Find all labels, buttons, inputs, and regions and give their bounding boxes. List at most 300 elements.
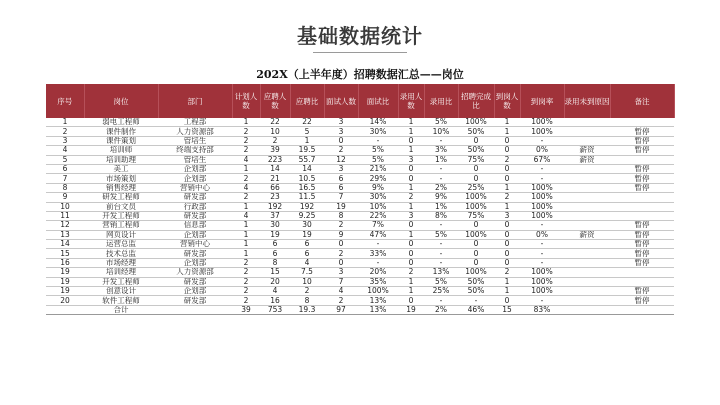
table-cell: 13: [46, 230, 84, 239]
table-cell: [564, 136, 610, 145]
table-cell: 0: [458, 136, 494, 145]
table-cell: 创意设计: [84, 287, 158, 296]
table-cell: 暂停: [610, 136, 674, 145]
table-cell: 8%: [424, 211, 458, 220]
table-cell: 100%: [358, 287, 398, 296]
table-cell: 8: [290, 296, 324, 305]
title-divider: [313, 52, 407, 53]
table-cell: 研发部: [158, 211, 232, 220]
table-cell: 1: [398, 118, 424, 127]
table-cell: 1: [232, 240, 260, 249]
table-cell: -: [424, 164, 458, 173]
table-cell: 1: [494, 127, 520, 136]
table-cell: 销售经理: [84, 183, 158, 192]
table-cell: 5%: [424, 230, 458, 239]
table-cell: 192: [290, 202, 324, 211]
table-cell: -: [424, 249, 458, 258]
table-cell: 75%: [458, 211, 494, 220]
table-cell: 0: [494, 164, 520, 173]
table-cell: 10: [260, 127, 290, 136]
table-cell: 1: [494, 287, 520, 296]
table-cell: 2: [232, 174, 260, 183]
table-cell: 1: [494, 118, 520, 127]
table-cell: -: [424, 240, 458, 249]
table-cell: 暂停: [610, 146, 674, 155]
table-cell: 暂停: [610, 287, 674, 296]
table-cell: 22: [260, 118, 290, 127]
table-cell: 19: [46, 277, 84, 286]
table-cell: [564, 118, 610, 127]
table-cell: 9: [46, 193, 84, 202]
table-cell: 暂停: [610, 183, 674, 192]
table-cell: 开发工程师: [84, 211, 158, 220]
table-row: [46, 174, 674, 183]
table-cell: 67%: [520, 155, 564, 164]
table-cell: 培训助理: [84, 155, 158, 164]
table-cell: 课件制作: [84, 127, 158, 136]
table-cell: 课件策划: [84, 136, 158, 145]
table-cell: 企划部: [158, 258, 232, 267]
table-row: [46, 202, 674, 211]
table-row: [46, 136, 674, 145]
table-cell: 2: [232, 296, 260, 305]
table-cell: -: [520, 258, 564, 267]
table-cell: 3: [324, 118, 358, 127]
table-cell: 30: [290, 221, 324, 230]
table-cell: 1: [398, 230, 424, 239]
table-cell: 2: [494, 268, 520, 277]
table-cell: 企划部: [158, 174, 232, 183]
table-cell: 终端支持部: [158, 146, 232, 155]
table-cell: 20%: [358, 268, 398, 277]
table-cell: 30%: [358, 193, 398, 202]
table-cell: 信息部: [158, 221, 232, 230]
table-cell: 6: [290, 249, 324, 258]
table-cell: 4: [46, 146, 84, 155]
table-cell: [610, 155, 674, 164]
table-cell: 20: [46, 296, 84, 305]
table-cell: 2: [232, 193, 260, 202]
table-cell: 0: [398, 258, 424, 267]
table-cell: 100%: [520, 118, 564, 127]
column-header: 部门: [158, 84, 232, 118]
table-cell: 1%: [424, 155, 458, 164]
table-cell: 25%: [458, 183, 494, 192]
table-cell: 1: [232, 164, 260, 173]
table-cell: -: [358, 258, 398, 267]
table-cell: 1: [494, 202, 520, 211]
column-header: 面试比: [358, 84, 398, 118]
table-cell: 前台文员: [84, 202, 158, 211]
table-cell: 2: [232, 258, 260, 267]
table-cell: 6: [260, 249, 290, 258]
table-cell: [610, 211, 674, 220]
table-cell: [610, 118, 674, 127]
table-cell: 研发工程师: [84, 193, 158, 202]
total-cell: 合计: [84, 305, 158, 314]
table-cell: 33%: [358, 249, 398, 258]
total-cell: 97: [324, 305, 358, 314]
table-cell: 4: [290, 258, 324, 267]
table-row: [46, 118, 674, 127]
total-cell: 753: [260, 305, 290, 314]
table-cell: [564, 164, 610, 173]
table-cell: [564, 127, 610, 136]
table-cell: 1: [232, 221, 260, 230]
table-cell: 19: [46, 287, 84, 296]
table-cell: 网页设计: [84, 230, 158, 239]
table-cell: 1: [494, 183, 520, 192]
table-cell: 培训经理: [84, 268, 158, 277]
table-cell: 100%: [520, 277, 564, 286]
table-cell: 暂停: [610, 127, 674, 136]
table-cell: 暂停: [610, 240, 674, 249]
table-cell: 0: [398, 221, 424, 230]
table-cell: 管培生: [158, 136, 232, 145]
table-cell: 7: [324, 193, 358, 202]
table-cell: [610, 277, 674, 286]
table-cell: 100%: [520, 193, 564, 202]
table-cell: 223: [260, 155, 290, 164]
table-cell: 2: [494, 155, 520, 164]
table-cell: 47%: [358, 230, 398, 239]
table-cell: 暂停: [610, 221, 674, 230]
table-cell: -: [520, 174, 564, 183]
column-header: 应聘人数: [260, 84, 290, 118]
total-cell: 15: [494, 305, 520, 314]
column-header: 招聘完成比: [458, 84, 494, 118]
table-cell: 8: [260, 258, 290, 267]
table-cell: 1: [398, 277, 424, 286]
table-cell: 3: [46, 136, 84, 145]
table-cell: 15: [260, 268, 290, 277]
table-cell: 2: [232, 268, 260, 277]
table-cell: 10: [46, 202, 84, 211]
table-cell: 研发部: [158, 249, 232, 258]
table-cell: 0: [494, 296, 520, 305]
table-cell: 21: [260, 174, 290, 183]
table-cell: 14: [46, 240, 84, 249]
column-header: 应聘比: [290, 84, 324, 118]
table-cell: -: [424, 174, 458, 183]
table-cell: 2: [46, 127, 84, 136]
table-cell: 37: [260, 211, 290, 220]
table-cell: 0: [324, 258, 358, 267]
table-cell: 5: [46, 155, 84, 164]
table-cell: 企划部: [158, 287, 232, 296]
table-cell: 2: [232, 146, 260, 155]
table-cell: 66: [260, 183, 290, 192]
total-cell: [46, 305, 84, 314]
table-cell: 9%: [424, 193, 458, 202]
table-cell: 0: [458, 240, 494, 249]
table-cell: 1: [232, 230, 260, 239]
table-cell: 0: [458, 221, 494, 230]
table-cell: 运营总监: [84, 240, 158, 249]
table-cell: 192: [260, 202, 290, 211]
table-cell: -: [520, 164, 564, 173]
table-row: [46, 155, 674, 164]
table-cell: [564, 287, 610, 296]
table-cell: 9.25: [290, 211, 324, 220]
table-cell: 2: [232, 277, 260, 286]
total-cell: 19.3: [290, 305, 324, 314]
table-cell: -: [424, 296, 458, 305]
table-cell: -: [520, 296, 564, 305]
table-cell: [610, 202, 674, 211]
table-cell: 人力资源部: [158, 127, 232, 136]
column-header: 到岗率: [520, 84, 564, 118]
table-cell: 企划部: [158, 164, 232, 173]
table-cell: 0: [398, 296, 424, 305]
table-cell: 人力资源部: [158, 268, 232, 277]
table-cell: 23: [260, 193, 290, 202]
table-cell: 11.5: [290, 193, 324, 202]
table-header-row: [46, 84, 674, 118]
table-cell: 0: [324, 240, 358, 249]
table-cell: 1: [232, 202, 260, 211]
table-cell: 2: [324, 146, 358, 155]
table-cell: 0: [494, 230, 520, 239]
table-cell: [564, 183, 610, 192]
table-cell: 0: [324, 136, 358, 145]
table-cell: [564, 277, 610, 286]
table-row: [46, 164, 674, 173]
table-cell: 薪资: [564, 155, 610, 164]
table-cell: 100%: [458, 268, 494, 277]
table-cell: 研发部: [158, 296, 232, 305]
table-cell: [564, 174, 610, 183]
table-cell: 0: [494, 240, 520, 249]
table-cell: 10.5: [290, 174, 324, 183]
recruitment-table: [46, 84, 675, 315]
table-cell: 1: [232, 249, 260, 258]
table-cell: [564, 193, 610, 202]
table-cell: 9%: [358, 183, 398, 192]
column-header: 备注: [610, 84, 674, 118]
table-row: [46, 230, 674, 239]
table-cell: 2: [324, 221, 358, 230]
table-cell: 8: [46, 183, 84, 192]
table-row: [46, 240, 674, 249]
table-cell: 100%: [520, 127, 564, 136]
table-cell: 8: [324, 211, 358, 220]
table-cell: 2: [232, 127, 260, 136]
table-cell: [610, 268, 674, 277]
table-cell: 3: [324, 127, 358, 136]
table-cell: 工程部: [158, 118, 232, 127]
table-row: [46, 211, 674, 220]
table-row: [46, 146, 674, 155]
table-row: [46, 221, 674, 230]
total-cell: 46%: [458, 305, 494, 314]
column-header: 计划人数: [232, 84, 260, 118]
table-cell: [564, 268, 610, 277]
table-cell: 7.5: [290, 268, 324, 277]
table-cell: [610, 193, 674, 202]
table-cell: 55.7: [290, 155, 324, 164]
table-row: [46, 249, 674, 258]
table-row: [46, 183, 674, 192]
total-cell: 19: [398, 305, 424, 314]
table-cell: 研发部: [158, 193, 232, 202]
column-header: 序号: [46, 84, 84, 118]
table-cell: 0: [494, 258, 520, 267]
table-cell: 29%: [358, 174, 398, 183]
table-cell: 0: [494, 136, 520, 145]
table-cell: 12: [324, 155, 358, 164]
table-cell: 14: [290, 164, 324, 173]
table-cell: 100%: [520, 211, 564, 220]
table-cell: 1: [398, 127, 424, 136]
table-cell: -: [424, 221, 458, 230]
table-cell: 20: [260, 277, 290, 286]
table-cell: 75%: [458, 155, 494, 164]
table-cell: 营销中心: [158, 240, 232, 249]
total-cell: [610, 305, 674, 314]
table-cell: 2: [398, 193, 424, 202]
table-cell: 16.5: [290, 183, 324, 192]
table-cell: [564, 249, 610, 258]
column-header: 到岗人数: [494, 84, 520, 118]
table-cell: 0: [398, 249, 424, 258]
total-cell: 13%: [358, 305, 398, 314]
table-cell: -: [520, 240, 564, 249]
table-cell: 13%: [358, 296, 398, 305]
table-row: [46, 277, 674, 286]
table-cell: 50%: [458, 277, 494, 286]
table-cell: 5%: [358, 155, 398, 164]
table-cell: 19: [260, 230, 290, 239]
total-cell: [158, 305, 232, 314]
table-row: [46, 287, 674, 296]
column-header: 录用人数: [398, 84, 424, 118]
table-cell: [564, 258, 610, 267]
table-cell: 0: [458, 249, 494, 258]
table-cell: 市场策划: [84, 174, 158, 183]
table-cell: 薪资: [564, 230, 610, 239]
table-cell: 营销工程师: [84, 221, 158, 230]
table-cell: 16: [260, 296, 290, 305]
table-cell: [564, 211, 610, 220]
table-cell: 0: [494, 146, 520, 155]
table-cell: 11: [46, 211, 84, 220]
table-cell: 3: [398, 155, 424, 164]
table-cell: 1: [232, 118, 260, 127]
table-cell: -: [520, 136, 564, 145]
table-cell: 3: [324, 164, 358, 173]
table-cell: 行政部: [158, 202, 232, 211]
table-cell: 100%: [520, 183, 564, 192]
column-header: 面试人数: [324, 84, 358, 118]
table-cell: 10%: [358, 202, 398, 211]
table-cell: 0: [398, 174, 424, 183]
table-cell: 软件工程师: [84, 296, 158, 305]
table-cell: 10: [290, 277, 324, 286]
table-cell: 6: [324, 183, 358, 192]
table-cell: 14%: [358, 118, 398, 127]
table-cell: 4: [232, 155, 260, 164]
table-cell: 3: [494, 211, 520, 220]
table-cell: 5: [290, 127, 324, 136]
table-cell: 1: [398, 146, 424, 155]
table-cell: 100%: [458, 230, 494, 239]
table-cell: -: [520, 221, 564, 230]
table-cell: 5%: [424, 118, 458, 127]
table-cell: 22: [290, 118, 324, 127]
table-cell: -: [458, 296, 494, 305]
table-cell: 50%: [458, 146, 494, 155]
table-cell: [564, 221, 610, 230]
table-cell: 7%: [358, 221, 398, 230]
table-cell: 13%: [424, 268, 458, 277]
table-cell: 0: [398, 164, 424, 173]
table-cell: 25%: [424, 287, 458, 296]
table-cell: 0: [458, 258, 494, 267]
table-cell: 企划部: [158, 230, 232, 239]
table-cell: 4: [232, 211, 260, 220]
table-cell: 0: [458, 164, 494, 173]
table-cell: 2: [324, 296, 358, 305]
table-title: 202X（上半年度）招聘数据汇总——岗位: [256, 68, 464, 81]
table-cell: 22%: [358, 211, 398, 220]
table-cell: 0: [458, 174, 494, 183]
table-cell: -: [358, 240, 398, 249]
table-cell: -: [520, 249, 564, 258]
table-cell: 营销中心: [158, 183, 232, 192]
table-cell: 研发部: [158, 277, 232, 286]
table-row: [46, 127, 674, 136]
table-cell: 9: [324, 230, 358, 239]
table-cell: 2: [232, 287, 260, 296]
table-cell: 14: [260, 164, 290, 173]
table-cell: 3: [398, 211, 424, 220]
table-cell: -: [424, 258, 458, 267]
column-header: 录用比: [424, 84, 458, 118]
table-cell: 6: [324, 174, 358, 183]
table-cell: 5%: [424, 277, 458, 286]
table-cell: 6: [46, 164, 84, 173]
total-cell: 83%: [520, 305, 564, 314]
table-cell: 7: [324, 277, 358, 286]
total-cell: 39: [232, 305, 260, 314]
table-cell: 技术总监: [84, 249, 158, 258]
table-cell: 0: [494, 221, 520, 230]
table-cell: 30%: [358, 127, 398, 136]
table-cell: -: [358, 136, 398, 145]
table-cell: 6: [290, 240, 324, 249]
table-cell: 21%: [358, 164, 398, 173]
table-cell: 0: [494, 249, 520, 258]
table-row: [46, 296, 674, 305]
table-cell: 19: [46, 268, 84, 277]
table-cell: [564, 296, 610, 305]
table-cell: 暂停: [610, 174, 674, 183]
table-cell: 2: [290, 287, 324, 296]
table-row: [46, 193, 674, 202]
table-cell: 7: [46, 174, 84, 183]
table-cell: 19: [290, 230, 324, 239]
table-cell: 100%: [458, 193, 494, 202]
table-cell: 0%: [520, 230, 564, 239]
table-cell: 100%: [458, 202, 494, 211]
table-cell: 4: [260, 287, 290, 296]
table-row: [46, 258, 674, 267]
table-cell: 2%: [424, 183, 458, 192]
table-cell: [564, 240, 610, 249]
table-cell: 2: [260, 136, 290, 145]
table-cell: 1: [398, 287, 424, 296]
